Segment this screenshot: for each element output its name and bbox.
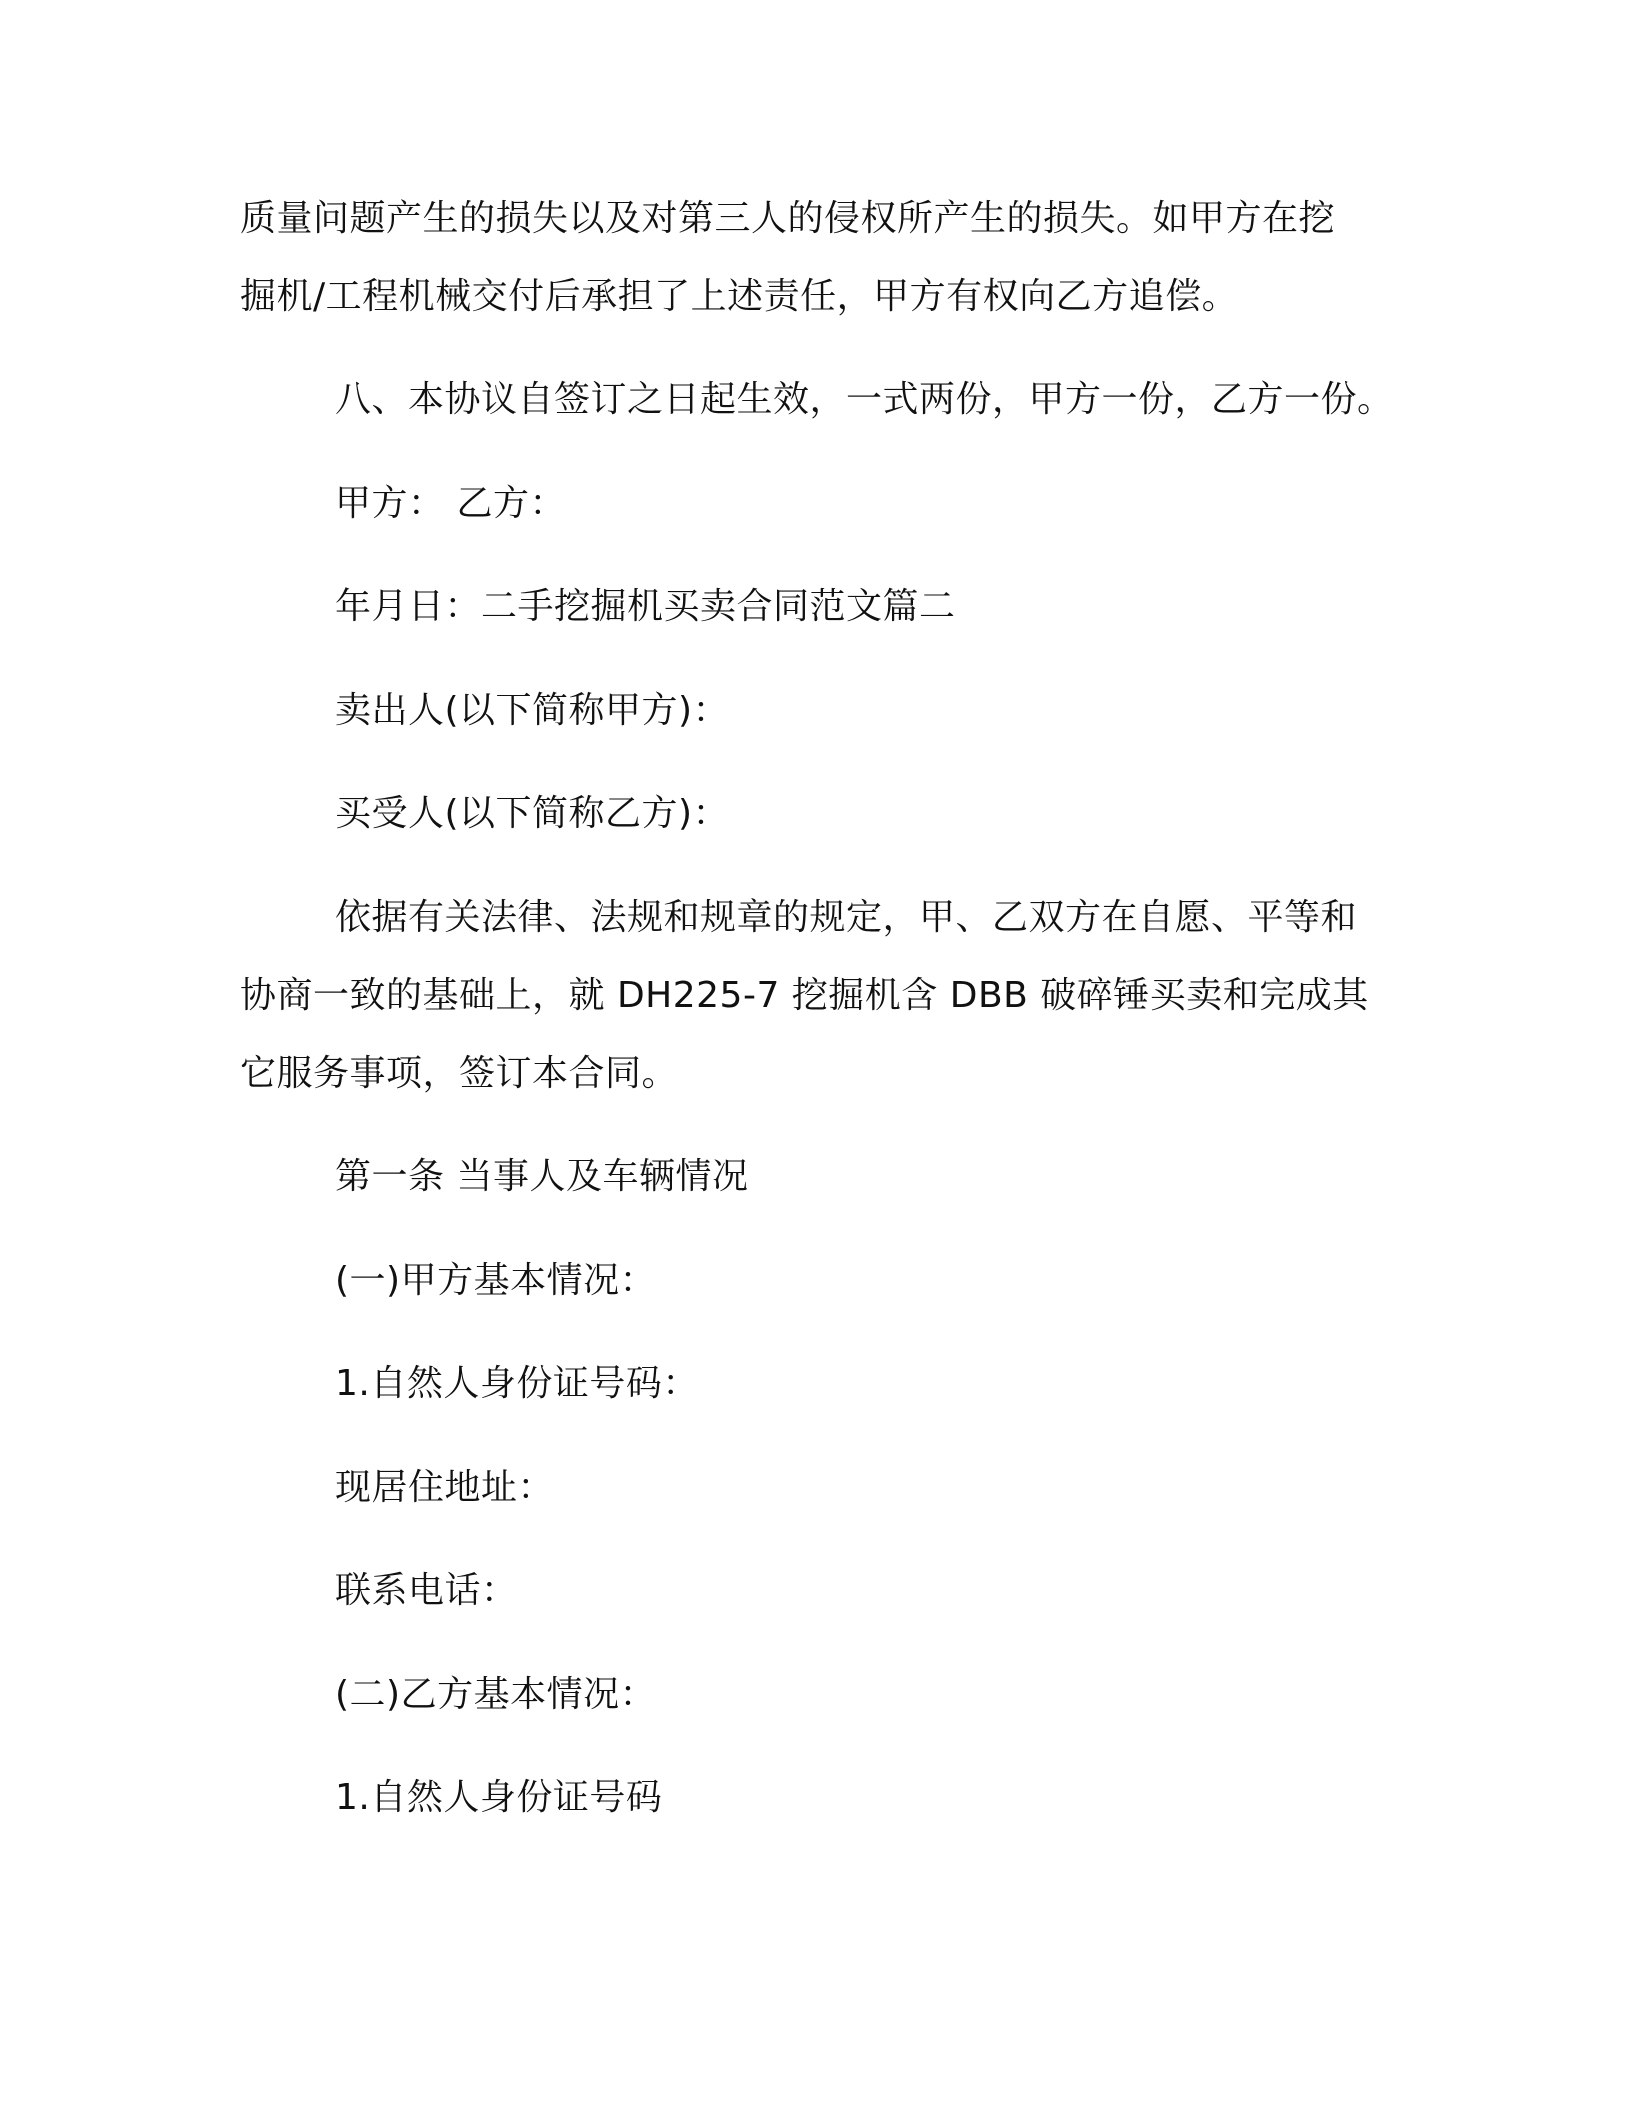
paragraph-line-1: 质量问题产生的损失以及对第三人的侵权所产生的损失。如甲方在挖 xyxy=(240,198,1336,239)
intro-line-2: 协商一致的基础上，就 DH225-7 挖掘机含 DBB 破碎锤买卖和完成其 xyxy=(240,975,1369,1016)
party-b-heading: (二)乙方基本情况： xyxy=(335,1674,657,1715)
party-a-phone-label: 联系电话： xyxy=(335,1570,518,1611)
party-a-id-label: 1.自然人身份证号码： xyxy=(335,1363,699,1404)
paragraph-line-2: 掘机/工程机械交付后承担了上述责任，甲方有权向乙方追偿。 xyxy=(240,276,1239,317)
intro-line-1: 依据有关法律、法规和规章的规定，甲、乙双方在自愿、平等和 xyxy=(335,897,1358,938)
party-a-heading: (一)甲方基本情况： xyxy=(335,1260,657,1301)
article-one-heading: 第一条 当事人及车辆情况 xyxy=(335,1156,749,1197)
party-b-id-label: 1.自然人身份证号码 xyxy=(335,1777,663,1818)
intro-line-3: 它服务事项，签订本合同。 xyxy=(240,1053,679,1094)
seller-label: 卖出人(以下简称甲方)： xyxy=(335,690,730,731)
party-a-address-label: 现居住地址： xyxy=(335,1467,555,1508)
buyer-label: 买受人(以下简称乙方)： xyxy=(335,793,730,834)
signature-parties: 甲方： 乙方： xyxy=(335,483,566,524)
date-and-title: 年月日：二手挖掘机买卖合同范文篇二 xyxy=(335,586,956,627)
clause-eight: 八、本协议自签订之日起生效，一式两份，甲方一份，乙方一份。 xyxy=(335,379,1394,420)
